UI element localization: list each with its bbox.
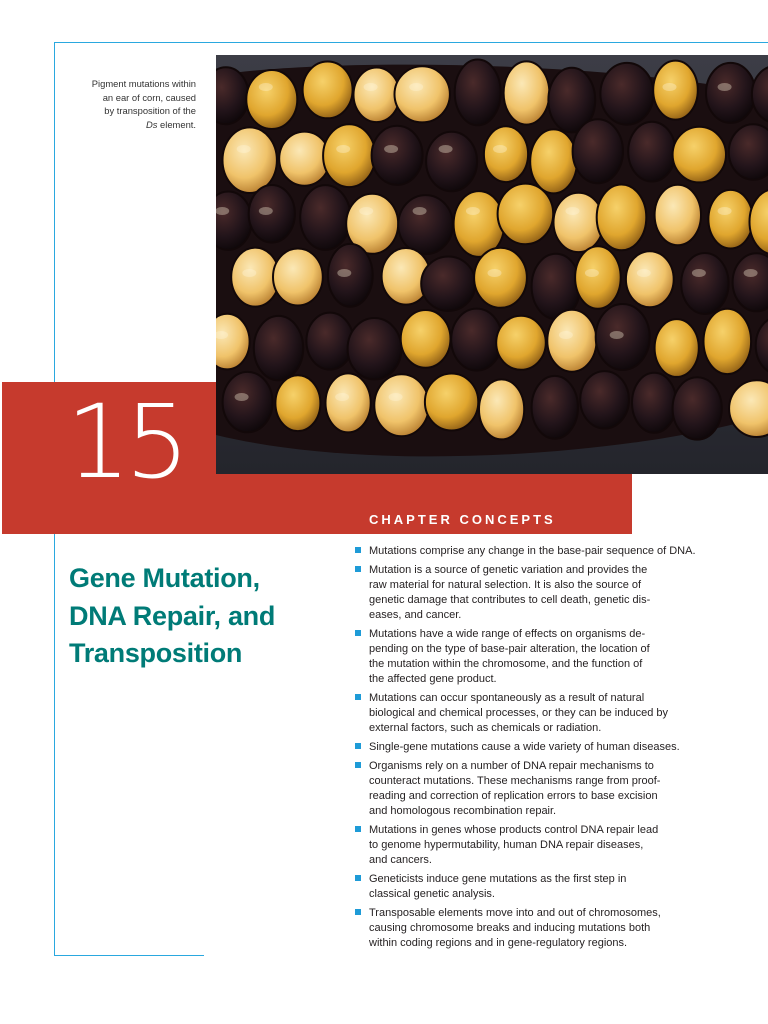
concept-item <box>353 759 693 819</box>
kernel-highlight <box>359 207 373 215</box>
corn-kernel <box>628 122 675 182</box>
corn-kernel <box>223 127 277 193</box>
concept-item <box>353 823 693 868</box>
corn-kernel <box>706 63 755 123</box>
corn-kernel <box>530 129 577 193</box>
concept-text-line: classical genetic analysis. <box>369 888 495 900</box>
corn-kernel <box>681 253 728 314</box>
kernel-highlight <box>718 207 732 215</box>
corn-kernel <box>273 249 323 306</box>
chapter-concepts-list <box>353 544 696 955</box>
concept-text-line: external factors, such as chemicals or radiation. <box>369 722 602 734</box>
concept-text-line: eases, and cancer. <box>369 609 462 621</box>
kernel-highlight <box>466 207 480 215</box>
corn-kernel <box>673 377 722 439</box>
corn-kernel <box>401 310 451 368</box>
corn-kernel <box>626 251 674 307</box>
kernel-highlight <box>235 393 249 401</box>
concept-text-line: causing chromosome breaks and inducing mutations both <box>369 922 651 934</box>
corn-kernel <box>708 190 752 249</box>
corn-kernel <box>496 316 546 370</box>
concept-text-line: Single-gene mutations cause a wide variety of human diseases. <box>369 741 680 753</box>
chapter-concepts-heading: CHAPTER CONCEPTS <box>369 512 556 527</box>
concept-text-line: the affected gene product. <box>369 673 497 685</box>
corn-kernel <box>504 61 550 124</box>
concept-text-line: Transposable elements move into and out of chromosomes, <box>369 907 661 919</box>
corn-ear-image <box>216 55 768 474</box>
page-frame-bottom <box>54 955 204 956</box>
corn-kernel <box>223 372 273 432</box>
kernel-highlight <box>413 207 427 215</box>
corn-kernel <box>597 185 647 251</box>
kernel-highlight <box>692 269 706 277</box>
corn-kernel <box>673 127 726 183</box>
chapter-title-line: Gene Mutation, <box>69 563 260 593</box>
corn-kernel <box>300 185 350 250</box>
kernel-highlight <box>493 145 507 153</box>
corn-kernel <box>372 126 423 185</box>
concept-item <box>353 740 693 755</box>
bullet-square-icon <box>355 547 361 553</box>
figure-caption <box>64 77 196 131</box>
corn-kernel <box>498 184 554 245</box>
kernel-highlight <box>566 207 580 215</box>
kernel-highlight <box>637 269 651 277</box>
corn-kernel <box>246 70 297 129</box>
concept-text-line: and cancers. <box>369 854 432 866</box>
concept-text-line: Mutations can occur spontaneously as a result of natural <box>369 692 645 704</box>
kernel-highlight <box>237 145 251 153</box>
kernel-highlight <box>409 83 423 91</box>
bullet-square-icon <box>355 566 361 572</box>
concept-text-line: Organisms rely on a number of DNA repair mechanisms to <box>369 760 654 772</box>
bullet-square-icon <box>355 743 361 749</box>
kernel-highlight <box>439 145 453 153</box>
corn-kernel <box>479 379 524 439</box>
kernel-highlight <box>259 207 273 215</box>
concept-item <box>353 563 693 623</box>
bullet-square-icon <box>355 762 361 768</box>
kernel-highlight <box>336 145 350 153</box>
bullet-square-icon <box>355 875 361 881</box>
corn-kernel <box>580 371 629 428</box>
corn-kernel <box>275 375 320 431</box>
kernel-highlight <box>335 393 349 401</box>
kernel-highlight <box>259 83 273 91</box>
corn-kernel <box>729 124 768 179</box>
concept-item <box>353 872 693 902</box>
kernel-highlight <box>389 393 403 401</box>
kernel-highlight <box>718 83 732 91</box>
concept-item <box>353 906 693 951</box>
corn-kernel <box>532 376 578 439</box>
concept-text-line: within coding regions and in gene-regulatory regions. <box>369 937 628 949</box>
caption-end: element. <box>157 118 196 130</box>
corn-kernel <box>254 316 303 380</box>
corn-kernel <box>600 63 653 125</box>
corn-kernel <box>395 66 450 122</box>
corn-kernel <box>326 373 371 432</box>
kernel-highlight <box>337 269 351 277</box>
corn-kernel <box>328 244 373 307</box>
corn-kernel <box>653 61 698 120</box>
caption-italic-term: Ds <box>145 118 158 130</box>
corn-kernel <box>421 257 475 311</box>
kernel-highlight <box>488 269 502 277</box>
corn-kernel <box>575 246 621 309</box>
corn-kernel <box>454 191 505 257</box>
caption-line-last <box>64 118 196 132</box>
bullet-square-icon <box>355 826 361 832</box>
concept-text-line: Mutation is a source of genetic variation and provides the <box>369 564 648 576</box>
corn-ear-photo <box>216 55 768 474</box>
concept-item <box>353 627 693 687</box>
corn-kernel <box>455 60 501 126</box>
corn-kernel <box>303 62 353 119</box>
corn-kernel <box>354 68 400 123</box>
page-frame-top <box>54 42 768 43</box>
corn-kernel <box>426 132 477 192</box>
corn-kernel <box>374 374 429 436</box>
concept-text-line: Mutations comprise any change in the base-pair sequence of DNA. <box>369 545 696 557</box>
corn-kernel <box>547 310 596 372</box>
bullet-square-icon <box>355 694 361 700</box>
concept-text-line: biological and chemical processes, or they can be induced by <box>369 707 669 719</box>
corn-kernel <box>655 319 699 377</box>
corn-kernel <box>425 374 478 431</box>
corn-kernel <box>249 185 295 243</box>
kernel-highlight <box>242 269 256 277</box>
corn-kernel <box>632 373 676 433</box>
chapter-title <box>69 560 339 673</box>
corn-kernel <box>484 126 528 182</box>
corn-kernel <box>398 195 453 254</box>
concept-text-line: genetic damage that contributes to cell death, genetic dis- <box>369 594 651 606</box>
corn-kernel <box>323 124 375 187</box>
bullet-square-icon <box>355 630 361 636</box>
kernel-highlight <box>663 83 677 91</box>
concept-item <box>353 691 693 736</box>
concept-text-line: and homologous recombination repair. <box>369 805 557 817</box>
kernel-highlight <box>610 331 624 339</box>
concept-text-line: raw material for natural selection. It is also the source of <box>369 579 642 591</box>
chapter-number: 15 <box>66 383 184 502</box>
concept-text-line: Mutations in genes whose products control DNA repair lead <box>369 824 659 836</box>
kernel-highlight <box>384 145 398 153</box>
concept-text-line: to genome hypermutability, human DNA repair diseases, <box>369 839 644 851</box>
kernel-highlight <box>559 331 573 339</box>
corn-kernel <box>573 119 623 183</box>
corn-kernel <box>348 318 402 379</box>
concept-text-line: pending on the type of base-pair alteration, the location of <box>369 643 650 655</box>
corn-kernel <box>306 313 353 370</box>
chapter-title-line: Transposition <box>69 638 243 668</box>
concept-text-line: the mutation within the chromosome, and the function of <box>369 658 643 670</box>
kernel-highlight <box>364 83 378 91</box>
caption-line: by transposition of the <box>104 105 196 117</box>
concept-item <box>353 544 696 559</box>
corn-kernel <box>655 185 701 245</box>
corn-kernel <box>474 248 527 308</box>
concept-text-line: reading and correction of replication errors to base excision <box>369 790 658 802</box>
corn-kernel <box>704 309 752 374</box>
bullet-square-icon <box>355 909 361 915</box>
concept-text-line: counteract mutations. These mechanisms range from proof- <box>369 775 661 787</box>
caption-line: an ear of corn, caused <box>102 91 196 103</box>
kernel-highlight <box>585 269 599 277</box>
caption-line: Pigment mutations within <box>91 78 196 89</box>
kernel-highlight <box>744 269 758 277</box>
concept-text-line: Geneticists induce gene mutations as the first step in <box>369 873 627 885</box>
corn-kernel <box>451 309 502 371</box>
concept-text-line: Mutations have a wide range of effects on organisms de- <box>369 628 646 640</box>
chapter-title-line: DNA Repair, and <box>69 600 276 631</box>
